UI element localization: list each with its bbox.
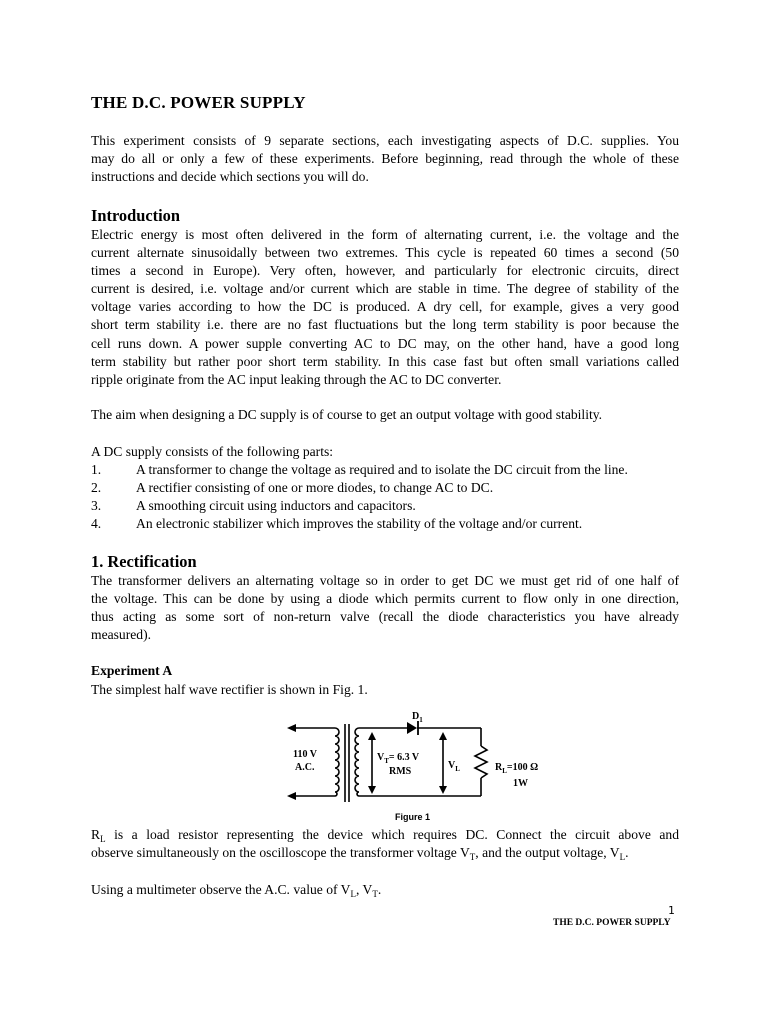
- text-line: thus acting as some sort of non-return valve (recall the diode characteristics you have already: [91, 609, 679, 625]
- aim-paragraph: [91, 406, 679, 424]
- list-text: A smoothing circuit using inductors and capacitors.: [136, 498, 416, 514]
- intro-paragraph: [91, 132, 679, 186]
- diode-label: $D_1$: [412, 711, 423, 724]
- rectification-heading: 1. Rectification: [91, 552, 197, 571]
- introduction-paragraph: [91, 226, 679, 389]
- text-line: instructions and decide which sections you will do.: [91, 169, 369, 185]
- page-title: THE D.C. POWER SUPPLY: [91, 93, 306, 112]
- list-number: 2.: [91, 480, 102, 496]
- text-line: term stability but rather poor short term stability. In this case fast but often small variations called: [91, 353, 679, 369]
- text-line: cell runs down. A power supple converting AC to DC may, on the other hand, have a good long: [91, 335, 679, 351]
- after-figure-paragraph: [91, 826, 679, 862]
- text-line: The simplest half wave rectifier is shown in Fig. 1.: [91, 682, 368, 697]
- text-line: current alternate sinusoidally between two extremes. This cycle is repeated 60 times a second (50: [91, 245, 679, 261]
- text-line: observe simultaneously on the oscilloscope the transformer voltage $V_T$, and the output voltage, $V_L$.: [91, 845, 629, 863]
- text-line: may do all or only a few of these experiments. Before beginning, read through the whole of these: [91, 151, 679, 167]
- rms-label: RMS: [389, 766, 412, 777]
- wattage-label: 1W: [513, 778, 528, 789]
- text-line: $R_L$ is a load resistor representing the device which requires DC. Connect the circuit above and: [91, 827, 679, 844]
- list-item: [91, 479, 691, 497]
- parts-intro: A DC supply consists of the following parts:: [91, 444, 334, 459]
- text-line: The transformer delivers an alternating voltage so in order to get DC we must get rid of one half of: [91, 573, 679, 588]
- page-footer: THE D.C. POWER SUPPLY: [553, 918, 671, 928]
- parts-list: [91, 443, 691, 533]
- text-line: ripple originate from the AC input leaking through the AC to DC converter.: [91, 371, 502, 387]
- page-number: 1: [668, 904, 675, 917]
- list-item: [91, 497, 691, 515]
- text-line: the voltage. This can be done by using a diode which permits current to flow only in one direction,: [91, 591, 679, 607]
- text-line: Electric energy is most often delivered in the form of alternating current, i.e. the voltage and the: [91, 227, 679, 242]
- text-line: This experiment consists of 9 separate sections, each investigating aspects of D.C. supplies. You: [91, 133, 679, 148]
- list-text: A transformer to change the voltage as required and to isolate the DC circuit from the line.: [136, 462, 628, 478]
- text-line: The aim when designing a DC supply is of course to get an output voltage with good stability.: [91, 407, 603, 422]
- list-number: 1.: [91, 462, 102, 478]
- text-line: measured).: [91, 627, 152, 643]
- list-text: An electronic stabilizer which improves the stability of the voltage and/or current.: [136, 516, 583, 532]
- introduction-heading: Introduction: [91, 206, 180, 225]
- resistor-label: $R_L=100$ Ω: [495, 762, 539, 775]
- multimeter-paragraph: [91, 881, 679, 899]
- text-line: times a second in Europe). Very often, however, and particularly for electronic circuits, direct: [91, 263, 679, 279]
- text-line: current is desired, i.e. voltage and/or current which are stable in time. The degree of stability of the: [91, 281, 679, 297]
- input-ac-label: A.C.: [295, 762, 315, 773]
- text-line: voltage varies according to how the DC is produced. A dry cell, for example, gives a very good: [91, 299, 679, 315]
- experiment-a-text: [91, 681, 679, 699]
- figure-caption: Figure 1: [395, 812, 431, 822]
- input-voltage-label: 110 V: [293, 749, 317, 760]
- experiment-a-heading: Experiment A: [91, 663, 173, 678]
- text-line: Using a multimeter observe the A.C. value of $V_L$, $V_T$.: [91, 882, 382, 899]
- list-number: 3.: [91, 498, 102, 514]
- list-text: A rectifier consisting of one or more diodes, to change AC to DC.: [136, 480, 494, 496]
- rectification-paragraph: [91, 572, 679, 644]
- list-item: [91, 515, 691, 533]
- vt-label: $V_T= 6.3$ V: [377, 752, 420, 765]
- list-item: [91, 461, 691, 479]
- vl-label: $V_L$: [448, 760, 460, 773]
- list-number: 4.: [91, 516, 102, 532]
- text-line: short term stability i.e. there are no fast fluctuations but the long term stability is poor because the: [91, 317, 679, 333]
